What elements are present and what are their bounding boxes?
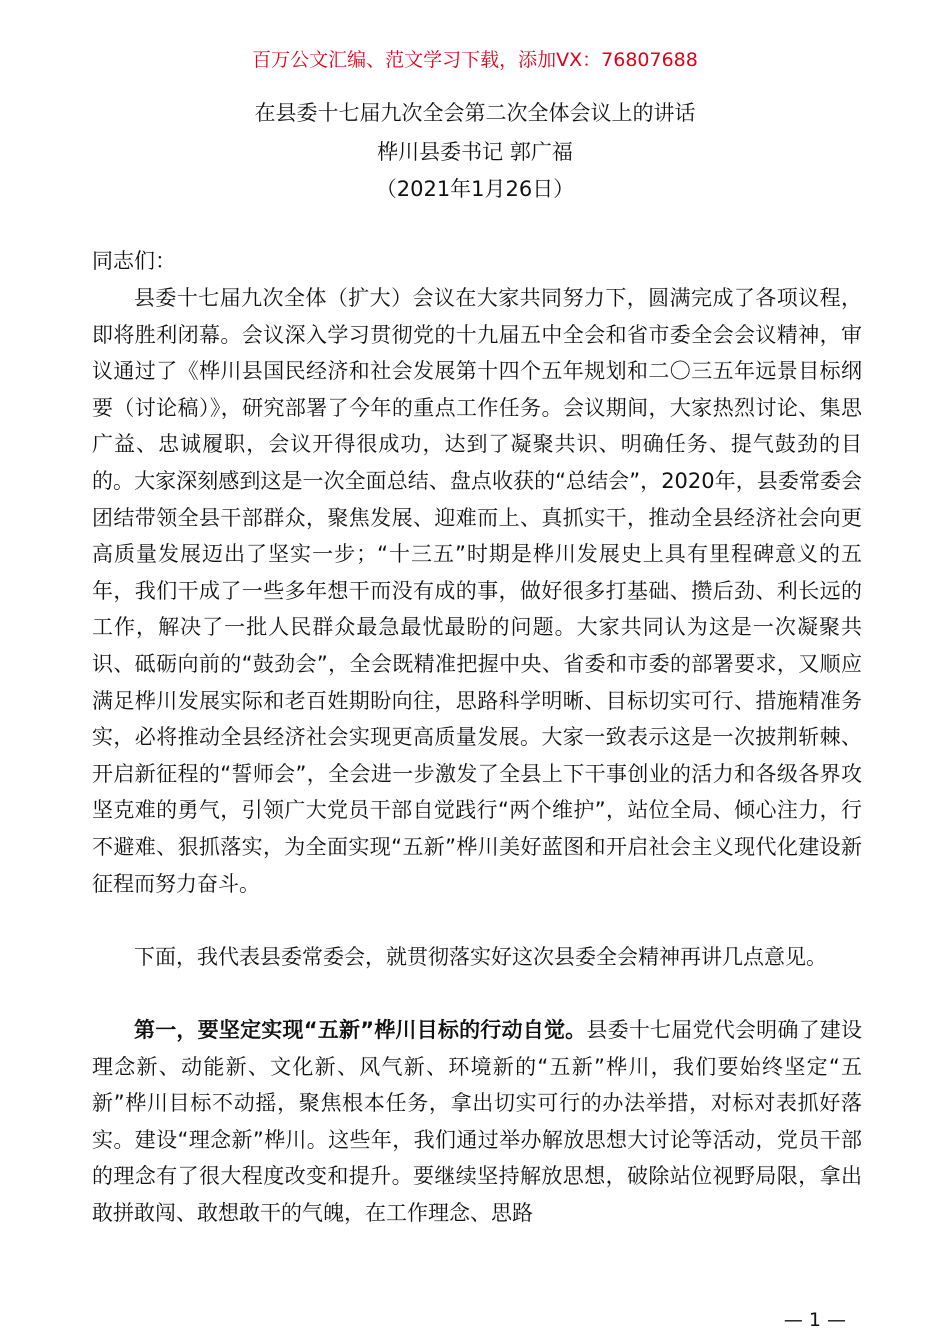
promo-banner: 百万公文汇编、范文学习下载，添加VX：76807688 [252,49,698,71]
section-heading-first: 第一，要坚定实现“五新”桦川目标的行动自觉。 [134,1018,587,1042]
paragraph-1: 县委十七届九次全体（扩大）会议在大家共同努力下，圆满完成了各项议程，即将胜利闭幕。会议深入学习贯彻党的十九届五中全会和省市委全会会议精神，审议通过了《桦川县国民经济和社会发展第十四个五年规划和二〇三五年远景目标纲要（讨论稿）》，研究部署了今年的重点工作任务。会议期间，大家热烈讨论、集思广益、忠诚履职，会议开得很成功，达到了凝聚共识、明确任务、提气鼓劲的目的。大家深刻感到这是一次全面总结、盘点收获的“总结会”，2020年，县委常委会团结带领全县干部群众，聚焦发展、迎难而上、真抓实干，推动全县经济社会向更高质量发展迈出了坚实一步；“十三五”时期是桦川发展史上具有里程碑意义的五年，我们干成了一些多年想干而没有成的事，做好很多打基础、攒后劲、利长远的工作，解决了一批人民群众最急最忧最盼的问题。大家共同认为这是一次凝聚共识、砥砺向前的“鼓劲会”，全会既精准把握中央、省委和市委的部署要求，又顺应满足桦川发展实际和老百姓期盼向往，思路科学明晰、目标切实可行、措施精准务实，必将推动全县经济社会实现更高质量发展。大家一致表示这是一次披荆斩棘、开启新征程的“誓师会”，全会进一步激发了全县上下干事创业的活力和各级各界攻坚克难的勇气，引领广大党员干部自觉践行“两个维护”，站位全局、倾心注力，行不避难、狠抓落实，为全面实现“五新”桦川美好蓝图和开启社会主义现代化建设新征程而努力奋斗。 [92,286,862,896]
speech-author: 桦川县委书记 郭广福 [377,140,573,164]
salutation: 同志们： [92,249,176,273]
paragraph-3-text: 县委十七届党代会明确了建设理念新、动能新、文化新、风气新、环境新的“五新”桦川，我们要始终坚定“五新”桦川目标不动摇，聚焦根本任务，拿出切实可行的办法举措，对标对表抓好落实。建设“理念新”桦川。这些年，我们通过举办解放思想大讨论等活动，党员干部的理念有了很大程度改变和提升。要继续坚持解放思想，破除站位视野局限，拿出敢拼敢闯、敢想敢干的气魄，在工作理念、思路 [92,1018,862,1225]
speech-date: （2021年1月26日） [375,177,575,201]
paragraph-3 [92,1012,862,1232]
speech-title: 在县委十七届九次全会第二次全体会议上的讲话 [254,101,696,125]
page-number: — 1 — [783,1309,846,1331]
paragraph-2: 下面，我代表县委常委会，就贯彻落实好这次县委全会精神再讲几点意见。 [134,945,827,969]
